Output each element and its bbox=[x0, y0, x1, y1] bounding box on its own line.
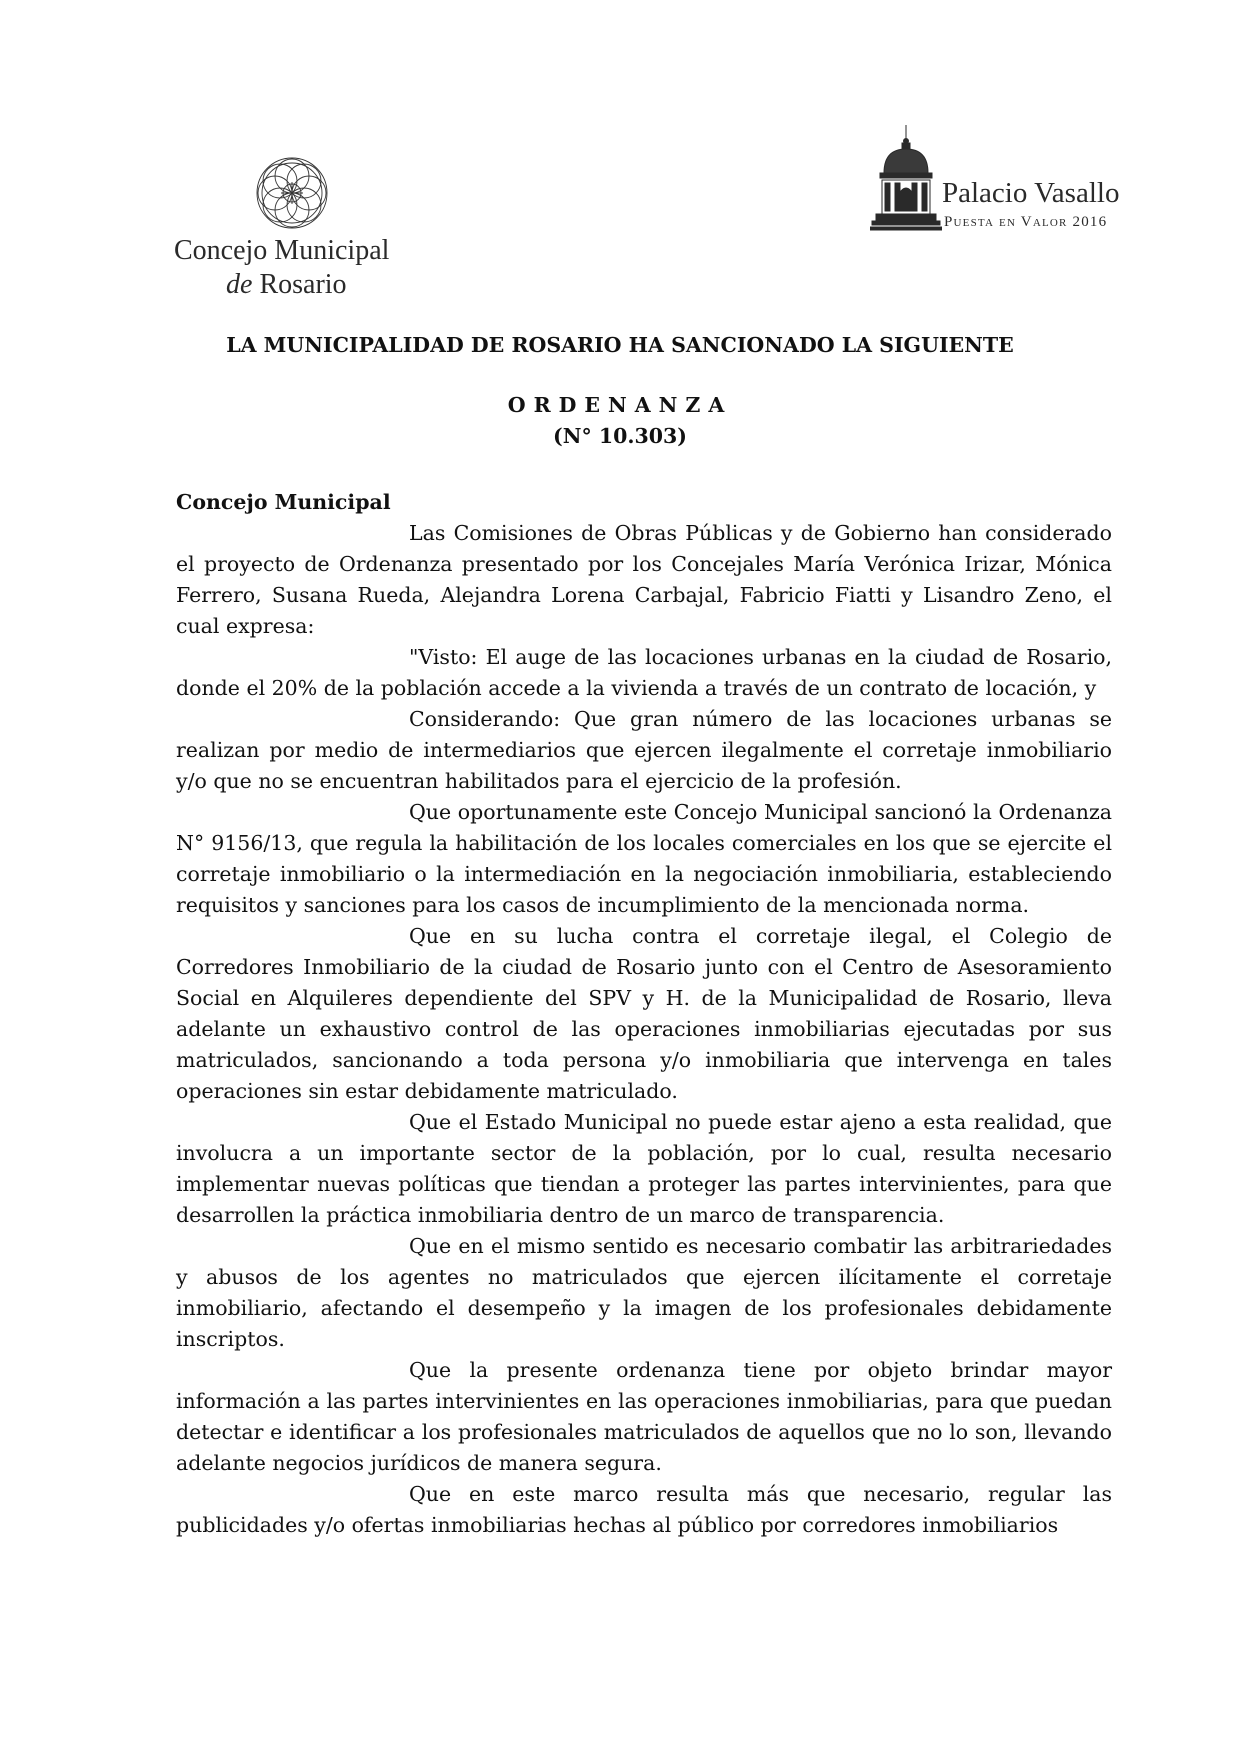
body-paragraph: Que el Estado Municipal no puede estar ajeno a esta realidad, que involucra a un importante sector de la población, por lo cual, resulta necesario implementar nuevas políticas que tiendan a proteger las partes intervinientes, para que desarrollen la práctica inmobiliaria dentro de un marco de transparencia. bbox=[176, 1110, 1112, 1227]
concejo-logo bbox=[170, 155, 430, 305]
body-paragraph: Considerando: Que gran número de las locaciones urbanas se realizan por medio de intermediarios que ejercen ilegalmente el corretaje inmobiliario y/o que no se encuentran habilitados para el ejercicio de la profesión. bbox=[176, 707, 1112, 793]
body-paragraph: Que en su lucha contra el corretaje ilegal, el Colegio de Corredores Inmobiliario de la ciudad de Rosario junto con el Centro de Asesoramiento Social en Alquileres dependiente del SPV y H. de la Municipalidad de Rosario, lleva adelante un exhaustivo control de las operaciones inmobiliarias ejecutadas por sus matriculados, sancionando a toda persona y/o inmobiliaria que intervenga en tales operaciones sin estar debidamente matriculado. bbox=[176, 924, 1112, 1103]
palacio-logo-subtitle: Puesta en Valor 2016 bbox=[944, 214, 1108, 230]
sanction-heading: LA MUNICIPALIDAD DE ROSARIO HA SANCIONADO LA SIGUIENTE bbox=[226, 333, 1014, 357]
body-paragraph: Las Comisiones de Obras Públicas y de Gobierno han considerado el proyecto de Ordenanza presentado por los Concejales María Verónica Irizar, Mónica Ferrero, Susana Rueda, Alejandra Lorena Carbajal, Fabricio Fiatti y Lisandro Zeno, el cual expresa: bbox=[176, 521, 1112, 638]
body-paragraph: Que en el mismo sentido es necesario combatir las arbitrariedades y abusos de los agentes no matriculados que ejercen ilícitamente el corretaje inmobiliario, afectando el desempeño y la imagen de los profesionales debidamente inscriptos. bbox=[176, 1234, 1112, 1351]
concejo-logo-line1: Concejo Municipal bbox=[174, 235, 390, 266]
concejo-logo-prefix: de bbox=[226, 269, 253, 300]
concejo-logo-city: Rosario bbox=[259, 269, 347, 300]
body-paragraph: "Visto: El auge de las locaciones urbanas en la ciudad de Rosario, donde el 20% de la población accede a la vivienda a través de un contrato de locación, y bbox=[176, 645, 1112, 700]
palacio-logo-name: Palacio Vasallo bbox=[942, 177, 1120, 209]
ordinance-number: (N° 10.303) bbox=[553, 424, 687, 448]
document-type-heading: ORDENANZA bbox=[507, 393, 733, 417]
ornamental-seal-icon bbox=[254, 155, 330, 231]
document-body bbox=[176, 487, 1112, 1541]
palacio-logo bbox=[870, 125, 1130, 235]
body-paragraph: Que oportunamente este Concejo Municipal sancionó la Ordenanza N° 9156/13, que regula la habilitación de los locales comerciales en los que se ejercite el corretaje inmobiliario o la intermediación en la negociación inmobiliaria, estableciendo requisitos y sanciones para los casos de incumplimiento de la mencionada norma. bbox=[176, 800, 1112, 917]
body-paragraph: Que la presente ordenanza tiene por objeto brindar mayor información a las partes intervinientes en las operaciones inmobiliarias, para que puedan detectar e identificar a los profesionales matriculados de aquellos que no lo son, llevando adelante negocios jurídicos de manera segura. bbox=[176, 1358, 1112, 1475]
body-paragraph: Que en este marco resulta más que necesario, regular las publicidades y/o ofertas inmobiliarias hechas al público por corredores inmobiliarios bbox=[176, 1482, 1112, 1537]
palace-dome-icon bbox=[870, 125, 942, 233]
concejo-logo-line2 bbox=[226, 269, 347, 301]
section-heading: Concejo Municipal bbox=[176, 490, 391, 514]
